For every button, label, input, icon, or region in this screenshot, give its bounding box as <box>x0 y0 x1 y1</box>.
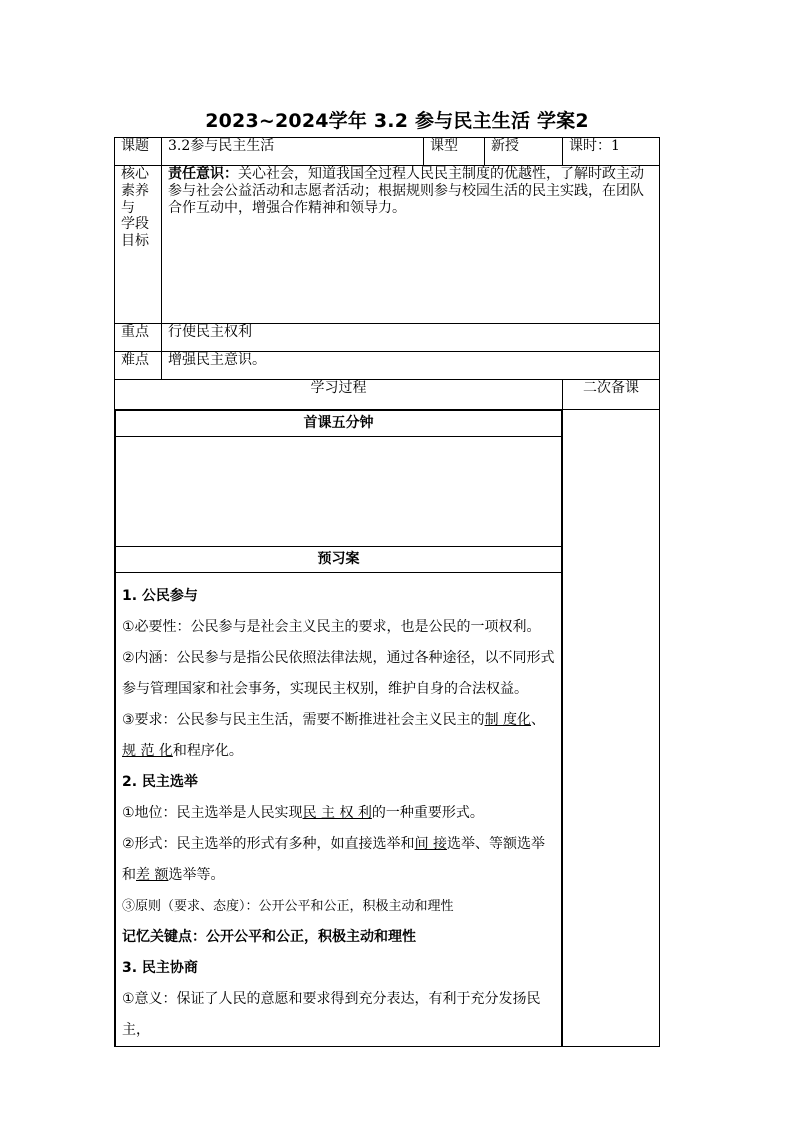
preview-text-block <box>116 573 561 1046</box>
section3-title: 3. 民主协商 <box>122 960 198 976</box>
difficulty-label: 难点 <box>115 352 162 380</box>
section2-title: 2. 民主选举 <box>122 774 198 790</box>
section1-requirement: ③要求：公民参与民主生活，需要不断推进社会主义民主的制 度化、规 范 化和程序化。 <box>122 712 546 759</box>
type-label: 课型 <box>424 138 485 166</box>
warmup-heading: 首课五分钟 <box>116 411 562 437</box>
section2-principle: ③原则（要求、态度）：公开公平和公正，积极主动和理性 <box>122 899 454 914</box>
section1-title: 1. 公民参与 <box>122 588 198 604</box>
lesson-plan-table <box>114 137 660 1047</box>
core-label-line: 与 <box>121 199 135 216</box>
header-row <box>115 138 660 166</box>
focus-label: 重点 <box>115 324 162 352</box>
process-inner-table <box>115 410 562 1046</box>
section1-meaning: ②内涵：公民参与是指公民依照法律法规，通过各种途径，以不同形式参与管理国家和社会事务，实现民主权别，维护自身的合法权益。 <box>122 650 555 697</box>
process-body-row <box>115 410 660 1047</box>
core-row <box>115 166 660 324</box>
preview-heading: 预习案 <box>116 547 562 573</box>
process-header-row <box>115 380 660 410</box>
blank-answer: 制 度化 <box>484 712 532 728</box>
difficulty-row <box>115 352 660 380</box>
blank-answer: 规 范 化 <box>122 743 173 759</box>
core-label <box>115 166 162 324</box>
warmup-blank-area <box>116 437 562 547</box>
difficulty-value: 增强民主意识。 <box>162 352 660 380</box>
core-label-line: 核心 <box>121 166 149 182</box>
preview-content <box>116 573 562 1047</box>
blank-answer: 民 主 权 利 <box>302 805 372 821</box>
section1-necessity: ①必要性：公民参与是社会主义民主的要求，也是公民的一项权利。 <box>122 619 541 635</box>
core-goals <box>162 166 660 324</box>
section2-status: ①地位：民主选举是人民实现民 主 权 利的一种重要形式。 <box>122 805 484 821</box>
remark-column <box>563 410 660 1047</box>
core-text: 关心社会，知道我国全过程人民民主制度的优越性，了解时政主动参与社会公益活动和志愿者活动；根据规则参与校园生活的民主实践，在团队合作互动中，增强合作精神和领导力。 <box>168 166 644 216</box>
process-label: 学习过程 <box>115 380 563 410</box>
core-label-line: 目标 <box>121 233 149 250</box>
section2-key-points: 记忆关键点：公开公平和公正，积极主动和理性 <box>122 929 416 945</box>
blank-answer: 差 额 <box>136 867 169 883</box>
class-hours: 课时：1 <box>563 138 660 166</box>
process-body <box>115 410 563 1047</box>
core-label-line: 学段 <box>121 216 149 233</box>
section3-significance: ①意义：保证了人民的意愿和要求得到充分表达，有利于充分发扬民主， <box>122 991 541 1038</box>
focus-value: 行使民主权利 <box>162 324 660 352</box>
topic-value: 3.2参与民主生活 <box>162 138 424 166</box>
section2-forms: ②形式：民主选举的形式有多种，如直接选举和间 接选举、等额选举和差 额选举等。 <box>122 836 546 883</box>
type-value: 新授 <box>485 138 563 166</box>
core-lead: 责任意识： <box>168 166 238 182</box>
page-title: 2023~2024学年 3.2 参与民主生活 学案2 <box>205 110 589 132</box>
topic-label: 课题 <box>115 138 162 166</box>
blank-answer: 间 接 <box>414 836 448 852</box>
focus-row <box>115 324 660 352</box>
remark-label: 二次备课 <box>563 380 660 410</box>
core-label-line: 素养 <box>121 182 149 199</box>
